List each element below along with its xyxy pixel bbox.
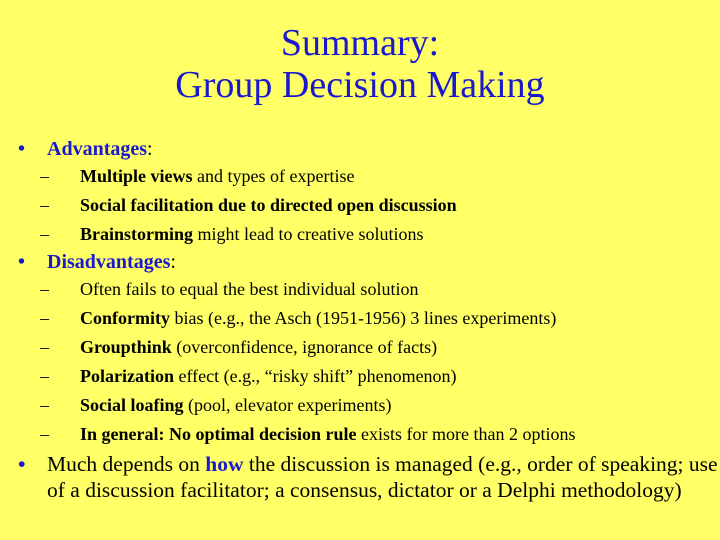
item-bold-text: Groupthink bbox=[80, 337, 172, 357]
dash-icon: – bbox=[40, 308, 49, 328]
slide-body bbox=[18, 136, 718, 503]
conclusion-text-after: the discussion is managed (e.g., order of speaking; use of a discussion facilitator; a consensus, dictator or a Delphi methodology) bbox=[47, 452, 718, 502]
item-bold-text: Multiple views bbox=[80, 166, 193, 186]
disadvantages-colon: : bbox=[170, 251, 176, 273]
advantages-bullet bbox=[18, 136, 718, 162]
disadvantage-item bbox=[18, 333, 718, 362]
dash-icon: – bbox=[40, 424, 49, 444]
conclusion-bullet bbox=[18, 451, 718, 503]
dash-icon: – bbox=[40, 195, 49, 215]
dash-icon: – bbox=[40, 395, 49, 415]
disadvantage-item bbox=[18, 275, 718, 304]
disadvantages-heading: Disadvantages bbox=[47, 251, 171, 273]
item-bold-text: Social loafing bbox=[80, 395, 184, 415]
title-line-2: Group Decision Making bbox=[175, 64, 545, 106]
item-text: Often fails to equal the best individual solution bbox=[80, 279, 419, 299]
dash-icon: – bbox=[40, 337, 49, 357]
item-text: bias (e.g., the Asch (1951-1956) 3 lines experiments) bbox=[169, 308, 557, 328]
advantage-item bbox=[18, 162, 718, 191]
item-text: (pool, elevator experiments) bbox=[183, 395, 392, 415]
item-text: and types of expertise bbox=[192, 166, 355, 186]
dash-icon: – bbox=[40, 224, 49, 244]
dash-icon: – bbox=[40, 366, 49, 386]
item-bold-text: Polarization bbox=[80, 366, 174, 386]
item-bold-text: Brainstorming bbox=[80, 224, 194, 244]
disadvantages-list bbox=[18, 275, 718, 449]
slide-title bbox=[0, 22, 720, 106]
advantage-item bbox=[18, 220, 718, 249]
bullet-icon: • bbox=[18, 251, 26, 273]
item-bold-text: In general: No optimal decision rule bbox=[80, 424, 357, 444]
disadvantage-item bbox=[18, 304, 718, 333]
conclusion-highlight: how bbox=[205, 452, 244, 476]
advantages-list bbox=[18, 162, 718, 249]
advantages-heading: Advantages bbox=[47, 138, 148, 160]
title-line-1: Summary: bbox=[280, 22, 440, 64]
item-text: might lead to creative solutions bbox=[193, 224, 424, 244]
item-text: effect (e.g., “risky shift” phenomenon) bbox=[173, 366, 457, 386]
disadvantage-item bbox=[18, 362, 718, 391]
disadvantages-bullet bbox=[18, 249, 718, 275]
conclusion-text-before: Much depends on bbox=[47, 452, 206, 476]
bullet-icon: • bbox=[18, 452, 26, 476]
item-bold-text: Social facilitation due to directed open discussion bbox=[80, 195, 457, 215]
dash-icon: – bbox=[40, 279, 49, 299]
item-bold-text: Conformity bbox=[80, 308, 170, 328]
dash-icon: – bbox=[40, 166, 49, 186]
advantages-colon: : bbox=[147, 138, 153, 160]
disadvantage-item bbox=[18, 420, 718, 449]
advantage-item bbox=[18, 191, 718, 220]
item-text: (overconfidence, ignorance of facts) bbox=[171, 337, 438, 357]
bullet-icon: • bbox=[18, 138, 26, 160]
item-text: exists for more than 2 options bbox=[356, 424, 576, 444]
disadvantage-item bbox=[18, 391, 718, 420]
